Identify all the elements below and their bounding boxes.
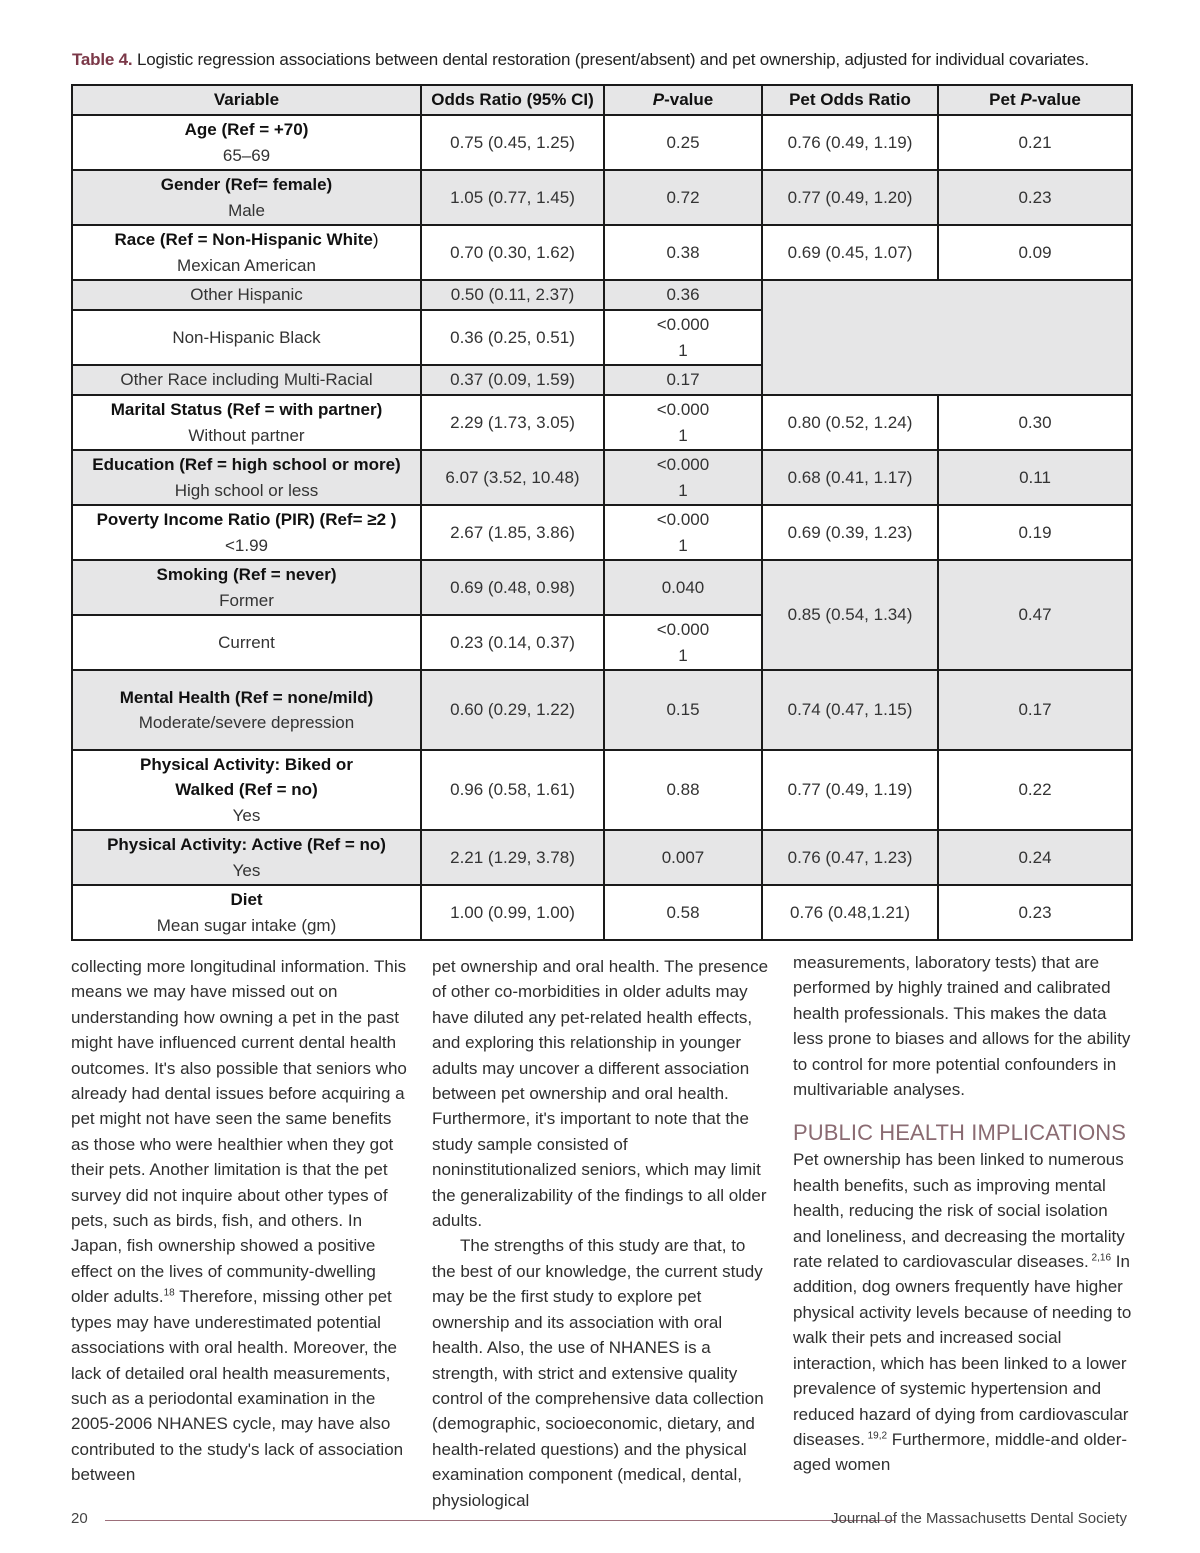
- variable-cell: Diet Mean sugar intake (gm): [72, 885, 421, 940]
- p-value-cell: 0.007: [604, 830, 762, 885]
- pet-p-value-cell: 0.23: [938, 170, 1132, 225]
- table-row: [72, 395, 1132, 450]
- table-row: [72, 560, 1132, 615]
- table-row: [72, 750, 1132, 830]
- odds-ratio-cell: 2.67 (1.85, 3.86): [421, 505, 604, 560]
- p-value-cell: 0.25: [604, 115, 762, 170]
- table-row: [72, 505, 1132, 560]
- odds-ratio-cell: 0.37 (0.09, 1.59): [421, 365, 604, 395]
- p-value-cell: <0.000 1: [604, 505, 762, 560]
- paragraph: collecting more longitudinal information. This means we may have missed out on understanding how owning a pet in the past might have influenced current dental health outcomes. It's also possible that seniors who already had dental issues before acquiring a pet might not have seen the same benefits as those who were healthier when they got their pets. Another limitation is that the pet survey did not inquire about other types of pets, such as birds, fish, and others. In Japan, fish ownership showed a positive effect on the lives of community-dwelling older adults.$^{18}$ Therefore, missing other pet types may have underestimated potential associations with oral health. Moreover, the lack of detailed oral health measurements, such as a periodontal examination in the 2005-2006 NHANES cycle, may have also contributed to the study's lack of association between: [71, 957, 407, 1485]
- variable-cell: Gender (Ref= female) Male: [72, 170, 421, 225]
- table-row: [72, 170, 1132, 225]
- pet-p-value-cell: 0.11: [938, 450, 1132, 505]
- variable-cell: Marital Status (Ref = with partner) Without partner: [72, 395, 421, 450]
- pet-p-value-cell: 0.19: [938, 505, 1132, 560]
- pet-odds-ratio-cell: 0.68 (0.41, 1.17): [762, 450, 938, 505]
- p-value-cell: <0.000 1: [604, 310, 762, 365]
- odds-ratio-cell: 0.70 (0.30, 1.62): [421, 225, 604, 280]
- pet-odds-ratio-cell: 0.77 (0.49, 1.20): [762, 170, 938, 225]
- table-row: [72, 115, 1132, 170]
- table-label: Table 4.: [72, 50, 133, 69]
- paragraph: Pet ownership has been linked to numerous health benefits, such as improving mental health, reducing the risk of social isolation and loneliness, and decreasing the mortality rate related to cardiovascular diseases. $^{2,16}$ In addition, dog owners frequently have higher physical activity levels because of needing to walk their pets and increased social interaction, which has been linked to a lower prevalence of systemic hypertension and reduced hazard of dying from cardiovascular diseases. $^{19,2}$ Furthermore, middle-and older-aged women: [793, 1150, 1132, 1475]
- p-value-cell: 0.17: [604, 365, 762, 395]
- pet-odds-ratio-cell: 0.74 (0.47, 1.15): [762, 670, 938, 750]
- body-column-3: [793, 950, 1133, 1478]
- pet-odds-ratio-cell: 0.76 (0.49, 1.19): [762, 115, 938, 170]
- p-value-cell: 0.58: [604, 885, 762, 940]
- table-caption: [72, 50, 1152, 70]
- paragraph: The strengths of this study are that, to the best of our knowledge, the current study may be the first study to explore pet ownership and its association with oral health. Also, the use of NHANES is a strength, with strict and extensive quality control of the comprehensive data collection (demographic, socioeconomic, dietary, and health-related questions) and the physical examination component (medical, dental, physiological: [432, 1236, 764, 1510]
- footer-rule: [105, 1520, 895, 1521]
- citation: 18: [163, 1287, 175, 1299]
- section-heading: PUBLIC HEALTH IMPLICATIONS: [793, 1120, 1127, 1146]
- odds-ratio-cell: 6.07 (3.52, 10.48): [421, 450, 604, 505]
- variable-cell: Smoking (Ref = never) Former: [72, 560, 421, 615]
- header-pet-p-value: Pet P-value: [938, 85, 1132, 115]
- pet-p-value-cell: 0.30: [938, 395, 1132, 450]
- odds-ratio-cell: 1.05 (0.77, 1.45): [421, 170, 604, 225]
- pet-p-value-cell: 0.21: [938, 115, 1132, 170]
- table-row: [72, 670, 1132, 750]
- header-p-value: P-value: [604, 85, 762, 115]
- variable-cell: Physical Activity: Biked or Walked (Ref = no) Yes: [72, 750, 421, 830]
- table-row: [72, 450, 1132, 505]
- odds-ratio-cell: 1.00 (0.99, 1.00): [421, 885, 604, 940]
- variable-cell: Physical Activity: Active (Ref = no) Yes: [72, 830, 421, 885]
- variable-cell: Current: [72, 615, 421, 670]
- header-pet-odds-ratio: Pet Odds Ratio: [762, 85, 938, 115]
- header-odds-ratio: Odds Ratio (95% CI): [421, 85, 604, 115]
- pet-odds-ratio-cell: 0.76 (0.48,1.21): [762, 885, 938, 940]
- paragraph: measurements, laboratory tests) that are performed by highly trained and calibrated health professionals. This makes the data less prone to biases and allows for the ability to control for more potential confounders in multivariable analyses.: [793, 953, 1131, 1100]
- pet-p-value-cell: 0.22: [938, 750, 1132, 830]
- variable-cell: Other Hispanic: [72, 280, 421, 310]
- variable-cell: Poverty Income Ratio (PIR) (Ref= ≥2 ) <1.99: [72, 505, 421, 560]
- odds-ratio-cell: 0.36 (0.25, 0.51): [421, 310, 604, 365]
- citation: 2,16: [1088, 1252, 1112, 1264]
- pet-odds-ratio-cell: 0.69 (0.45, 1.07): [762, 225, 938, 280]
- p-value-cell: <0.000 1: [604, 395, 762, 450]
- odds-ratio-cell: 2.21 (1.29, 3.78): [421, 830, 604, 885]
- pet-p-value-cell: 0.09: [938, 225, 1132, 280]
- variable-cell: Age (Ref = +70) 65–69: [72, 115, 421, 170]
- odds-ratio-cell: 0.69 (0.48, 0.98): [421, 560, 604, 615]
- p-value-cell: 0.38: [604, 225, 762, 280]
- table-header-row: [72, 85, 1132, 115]
- variable-cell: Other Race including Multi-Racial: [72, 365, 421, 395]
- p-value-cell: 0.88: [604, 750, 762, 830]
- regression-table: [71, 84, 1133, 941]
- page-footer: [71, 1510, 1131, 1532]
- pet-p-value-cell: 0.17: [938, 670, 1132, 750]
- pet-odds-ratio-cell: 0.76 (0.47, 1.23): [762, 830, 938, 885]
- pet-p-value-cell: 0.24: [938, 830, 1132, 885]
- variable-cell: Non-Hispanic Black: [72, 310, 421, 365]
- body-column-1: [71, 954, 411, 1488]
- variable-cell: Mental Health (Ref = none/mild) Moderate/severe depression: [72, 670, 421, 750]
- odds-ratio-cell: 2.29 (1.73, 3.05): [421, 395, 604, 450]
- table-row: [72, 225, 1132, 280]
- p-value-cell: 0.36: [604, 280, 762, 310]
- pet-odds-ratio-cell: 0.85 (0.54, 1.34): [762, 560, 938, 670]
- paragraph: pet ownership and oral health. The presence of other co-morbidities in older adults may have diluted any pet-related health effects, and exploring this relationship in younger adults may uncover a different association between pet ownership and oral health. Furthermore, it's important to note that the study sample consisted of noninstitutionalized seniors, which may limit the generalizability of the findings to all older adults.: [432, 957, 769, 1231]
- page-number: 20: [71, 1510, 88, 1527]
- body-column-2: [432, 954, 772, 1513]
- table-row: [72, 885, 1132, 940]
- pet-odds-ratio-cell: 0.77 (0.49, 1.19): [762, 750, 938, 830]
- variable-cell: Education (Ref = high school or more) High school or less: [72, 450, 421, 505]
- journal-name: Journal of the Massachusetts Dental Society: [831, 1510, 1127, 1527]
- header-variable: Variable: [72, 85, 421, 115]
- odds-ratio-cell: 0.23 (0.14, 0.37): [421, 615, 604, 670]
- pet-p-value-cell: 0.47: [938, 560, 1132, 670]
- odds-ratio-cell: 0.96 (0.58, 1.61): [421, 750, 604, 830]
- variable-cell: Race (Ref = Non-Hispanic White) Mexican American: [72, 225, 421, 280]
- pet-odds-ratio-cell: 0.69 (0.39, 1.23): [762, 505, 938, 560]
- odds-ratio-cell: 0.50 (0.11, 2.37): [421, 280, 604, 310]
- odds-ratio-cell: 0.60 (0.29, 1.22): [421, 670, 604, 750]
- table-row: [72, 280, 1132, 310]
- p-value-cell: <0.000 1: [604, 615, 762, 670]
- p-value-cell: 0.040: [604, 560, 762, 615]
- citation: 19,2: [864, 1430, 888, 1442]
- table-caption-text: Logistic regression associations between dental restoration (present/absent) and pet ownership, adjusted for individual covariates.: [132, 50, 1089, 69]
- p-value-cell: 0.15: [604, 670, 762, 750]
- p-value-cell: <0.000 1: [604, 450, 762, 505]
- pet-p-value-cell: 0.23: [938, 885, 1132, 940]
- pet-odds-ratio-cell: 0.80 (0.52, 1.24): [762, 395, 938, 450]
- odds-ratio-cell: 0.75 (0.45, 1.25): [421, 115, 604, 170]
- table-row: [72, 830, 1132, 885]
- p-value-cell: 0.72: [604, 170, 762, 225]
- pet-empty-cell: [762, 280, 1132, 395]
